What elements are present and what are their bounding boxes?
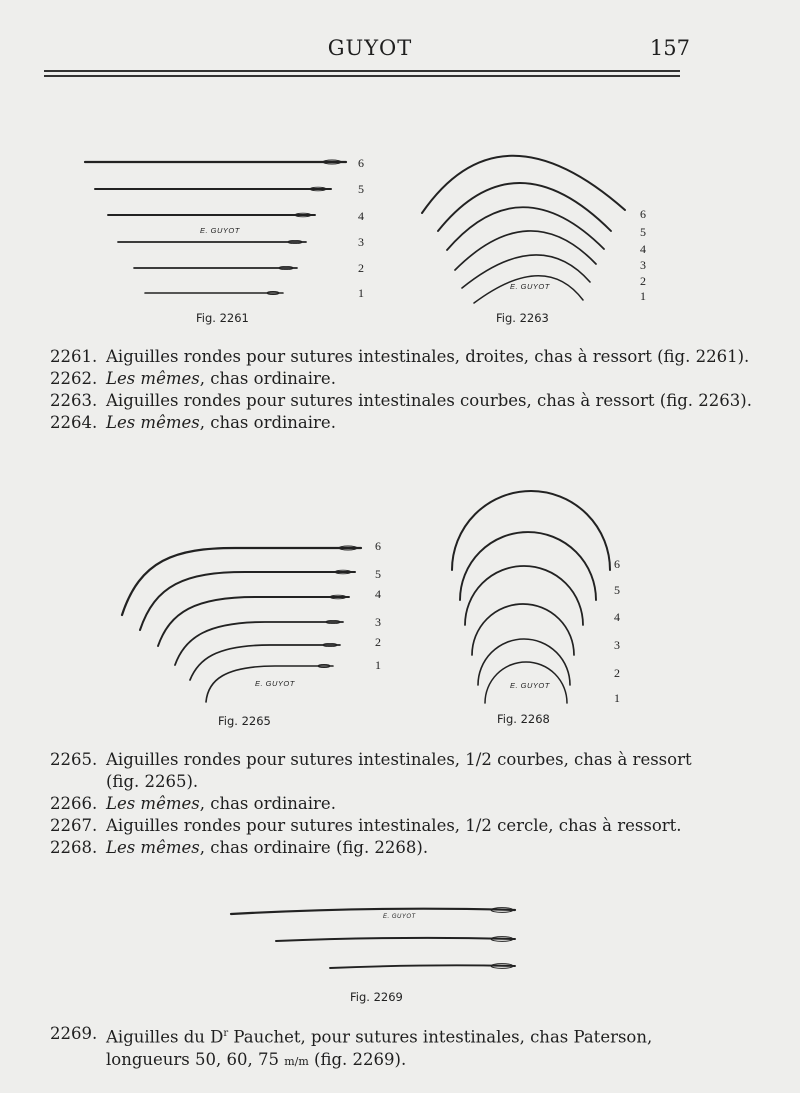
entry-text: Aiguilles rondes pour sutures intestinales courbes, chas à ressort (fig. 2263). — [106, 391, 752, 410]
entry-text: (fig. 2269). — [308, 1049, 407, 1069]
entry-2269 — [50, 1023, 700, 1073]
size-label: 3 — [358, 235, 364, 249]
size-label: 1 — [614, 691, 620, 705]
figure-2269-caption: Fig. 2269 — [350, 990, 403, 1004]
size-label: 5 — [640, 225, 646, 239]
entry-number: 2265 . — [50, 749, 97, 771]
entry-text: , chas ordinaire. — [199, 794, 336, 813]
size-label: 1 — [358, 286, 364, 300]
brand-mark: E. GUYOT — [200, 226, 240, 235]
size-label: 2 — [375, 635, 381, 649]
size-label: 3 — [375, 615, 381, 629]
brand-mark: E. GUYOT — [255, 679, 295, 688]
size-label: 5 — [358, 182, 364, 196]
size-label: 1 — [375, 658, 381, 672]
size-label: 6 — [375, 539, 381, 553]
entries-group-c — [50, 1023, 700, 1073]
entry-superscript: r — [223, 1028, 229, 1039]
size-label: 3 — [640, 258, 646, 272]
brand-mark: E. GUYOT — [510, 681, 550, 690]
entry-text: , chas ordinaire. — [199, 413, 336, 432]
needle-paterson-75 — [231, 909, 515, 914]
size-label: 1 — [640, 289, 646, 303]
entry-text: , chas ordinaire (fig. 2268). — [199, 838, 429, 857]
entry-italic: Les mêmes — [106, 838, 200, 857]
entry-number: 2269 . — [50, 1023, 97, 1045]
size-label: 5 — [375, 567, 381, 581]
entry-unit: m/m — [284, 1054, 309, 1068]
size-label: 3 — [614, 638, 620, 652]
running-header-title: GUYOT — [327, 36, 413, 60]
entry-number: 2262 . — [50, 368, 97, 390]
entry-italic: Les mêmes — [106, 794, 200, 813]
size-label: 2 — [614, 666, 620, 680]
figure-2261-caption: Fig. 2261 — [196, 311, 249, 325]
entry-text: Aiguilles du D — [106, 1027, 224, 1047]
size-label: 6 — [358, 156, 364, 170]
size-label: 2 — [640, 274, 646, 288]
size-label: 4 — [375, 587, 381, 601]
entry-number: 2261 . — [50, 346, 97, 368]
size-label: 2 — [358, 261, 364, 275]
page-number: 157 — [649, 36, 690, 60]
entry-number: 2266 . — [50, 793, 97, 815]
size-label: 4 — [358, 209, 364, 223]
entry-italic: Les mêmes — [106, 413, 200, 432]
figure-2263-caption: Fig. 2263 — [496, 311, 549, 325]
figure-2265-caption: Fig. 2265 — [218, 714, 271, 728]
size-label: 4 — [640, 242, 646, 256]
entry-number: 2264 . — [50, 412, 97, 434]
entry-text: Pauchet, pour sutures intestinales, chas Paterson, longueurs 50, 60, 75 — [106, 1027, 653, 1069]
entry-number: 2267 . — [50, 815, 97, 837]
entry-text: Aiguilles rondes pour sutures intestinales, droites, chas à ressort (fig. 2261). — [106, 347, 750, 366]
entry-italic: Les mêmes — [106, 369, 200, 388]
needle-paterson-50 — [330, 965, 515, 968]
entry-number: 2263 . — [50, 390, 97, 412]
needle-paterson-60 — [276, 938, 515, 941]
size-label: 4 — [614, 610, 620, 624]
size-label: 5 — [614, 583, 620, 597]
figure-2268-caption: Fig. 2268 — [497, 712, 550, 726]
entry-text: Aiguilles rondes pour sutures intestinales, 1/2 courbes, chas à ressort (fig. 2265). — [106, 750, 692, 791]
size-label: 6 — [614, 557, 620, 571]
size-label: 6 — [640, 207, 646, 221]
entry-text: , chas ordinaire. — [199, 369, 336, 388]
entry-text: Aiguilles rondes pour sutures intestinales, 1/2 cercle, chas à ressort. — [106, 816, 682, 835]
brand-mark: E. GUYOT — [383, 914, 416, 920]
entry-number: 2268 . — [50, 837, 97, 859]
brand-mark: E. GUYOT — [510, 282, 550, 291]
